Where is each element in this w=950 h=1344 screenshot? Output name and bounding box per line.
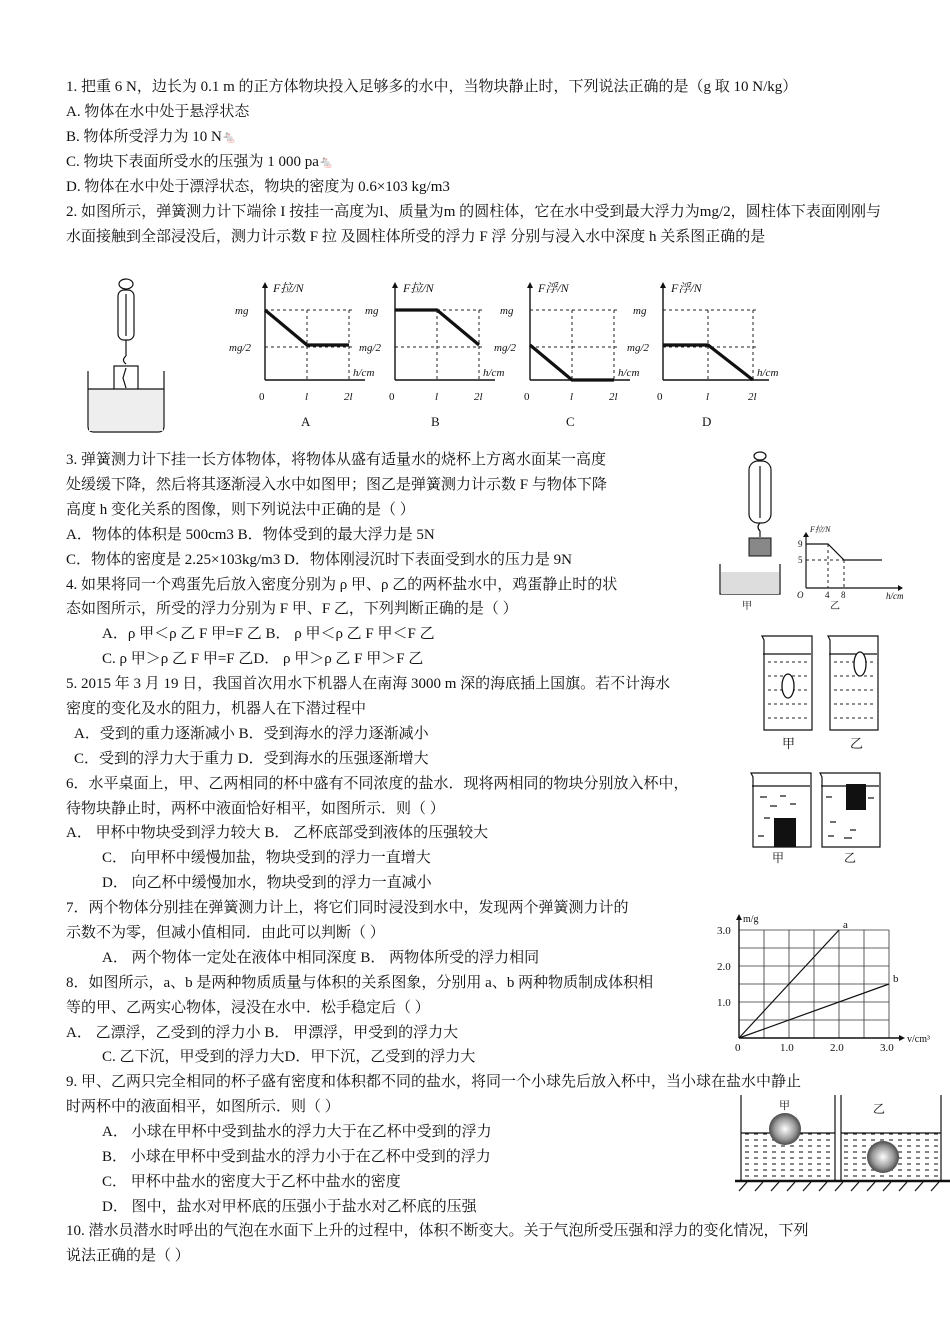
tick-mg: mg bbox=[365, 305, 379, 317]
q5-options-cd: C．受到的浮力大于重力 D．受到海水的压强逐渐增大 bbox=[74, 750, 429, 767]
x-axis-label: h/cm bbox=[618, 367, 640, 379]
tick-mg: mg bbox=[235, 305, 249, 317]
q7-stem-line: 7．两个物体分别挂在弹簧测力计上，将它们同时浸没到水中，发现两个弹簧测力计的 bbox=[66, 900, 629, 916]
q6-option-c: C． 向甲杯中缓慢加盐，物块受到的浮力一直增大 bbox=[102, 850, 431, 867]
tick-label: 8 bbox=[841, 590, 846, 600]
q4-options-cd: C. ρ 甲＞ρ 乙 F 甲=F 乙D． ρ 甲＞ρ 乙 F 甲＞F 乙 bbox=[102, 651, 424, 668]
graph-curve bbox=[395, 310, 479, 345]
q3-figure bbox=[712, 448, 950, 613]
tick-mg2: mg/2 bbox=[229, 342, 251, 354]
q8-stem-line: 等的甲、乙两实心物体，浸没在水中．松手稳定后（ ） bbox=[66, 999, 430, 1016]
q10-stem-line: 说法正确的是（ ） bbox=[66, 1248, 190, 1265]
x-axis-label: h/cm bbox=[353, 367, 375, 379]
q6-stem-line: 6．水平桌面上，甲、乙两相同的杯中盛有不同浓度的盐水．现将两相同的物块分别放入杯中， bbox=[66, 775, 689, 792]
q9-option-a: A． 小球在甲杯中受到盐水的浮力大于在乙杯中受到的浮力 bbox=[102, 1123, 492, 1140]
q6-option-d: D． 向乙杯中缓慢加水，物块受到的浮力一直减小 bbox=[102, 875, 432, 892]
q4-options-ab: A．ρ 甲＜ρ 乙 F 甲=F 乙 B． ρ 甲＜ρ 乙 F 甲＜F 乙 bbox=[102, 626, 435, 643]
q1-option-a: A. 物体在水中处于悬浮状态 bbox=[66, 103, 250, 120]
x-axis-arrow bbox=[899, 1035, 905, 1041]
q5-stem-line: 密度的变化及水的阻力，机器人在下潜过程中 bbox=[66, 700, 367, 717]
graph-D bbox=[627, 281, 778, 429]
q1-stem: 1. 把重 6 N，边长为 0.1 m 的正方体物块投入足够多的水中，当物块静止时，下列说法正确的是（g 取 10 N/kg） bbox=[66, 79, 798, 95]
tick-l: l bbox=[305, 391, 309, 403]
q10-stem-line: 10. 潜水员潜水时呼出的气泡在水面下上升的过程中，体积不断变大。关于气泡所受压强和浮力的变化情况，下列 bbox=[66, 1223, 809, 1240]
caption-yi: 乙 bbox=[850, 736, 864, 751]
axis-label: F拉/N bbox=[810, 525, 831, 534]
tick-l: l bbox=[570, 391, 574, 403]
graph-B bbox=[359, 281, 504, 429]
q8-stem-line: 8．如图所示，a、b 是两种物质质量与体积的关系图象，分别用 a、b 两种物质制成体积相 bbox=[66, 974, 654, 991]
q3-stem-line: 处缓缓下降，然后将其逐渐浸入水中如图甲；图乙是弹簧测力计示数 F 与物体下降 bbox=[66, 476, 607, 493]
graph-letter: D bbox=[702, 414, 712, 429]
tick-label: O bbox=[797, 590, 804, 600]
series-label-a: a bbox=[843, 919, 848, 931]
q5-stem-line: 5. 2015 年 3 月 19 日，我国首次用水下机器人在南海 3000 m 深的海底插上国旗。若不计海水 bbox=[66, 676, 671, 692]
q4-egg-beakers-figure bbox=[760, 634, 890, 754]
y-axis-arrow bbox=[736, 914, 742, 920]
graph-letter: B bbox=[431, 414, 440, 429]
q9-ball-cups-figure bbox=[735, 1095, 950, 1195]
q9-stem-line: 9. 甲、乙两只完全相同的杯子盛有密度和体积都不同的盐水，将同一个小球先后放入杯中，当小球在盐水中静止 bbox=[66, 1074, 802, 1090]
tick-label: 5 bbox=[798, 555, 803, 565]
tick-0: 0 bbox=[259, 391, 265, 403]
q2-spring-scale-figure bbox=[80, 276, 160, 436]
question-3 bbox=[66, 448, 716, 672]
y-axis-arrow bbox=[527, 282, 533, 288]
q7-options-ab: A． 两个物体一定处在液体中相同深度 B． 两物体所受的浮力相同 bbox=[102, 949, 540, 966]
x-axis-label: v/cm³ bbox=[907, 1034, 930, 1045]
q4-stem-line: 态如图所示，所受的浮力分别为 F 甲、F 乙，下列判断正确的是（ ） bbox=[66, 601, 518, 618]
x-axis-label: h/cm bbox=[483, 367, 505, 379]
y-axis-label: F浮/N bbox=[671, 281, 702, 295]
y-tick-label: 2.0 bbox=[717, 961, 731, 973]
tick-2l: 2l bbox=[609, 391, 618, 403]
q4-stem-line: 4. 如果将同一个鸡蛋先后放入密度分别为 ρ 甲、ρ 乙的两杯盐水中，鸡蛋静止时的状 bbox=[66, 576, 618, 593]
q7-stem-line: 示数不为零，但减小值相同．由此可以判断（ ） bbox=[66, 924, 385, 941]
q8-options-ab: A． 乙漂浮，乙受到的浮力小 B． 甲漂浮，甲受到的浮力大 bbox=[66, 1024, 459, 1041]
x-tick-label: 1.0 bbox=[780, 1042, 794, 1054]
graph-curve bbox=[265, 310, 349, 345]
question-5 bbox=[66, 672, 756, 896]
q1-option-d: D. 物体在水中处于漂浮状态，物块的密度为 0.6×103 kg/m3 bbox=[66, 178, 450, 195]
graph-curve bbox=[663, 345, 753, 380]
y-axis-arrow bbox=[660, 282, 666, 288]
y-tick-label: 1.0 bbox=[717, 997, 731, 1009]
graph-letter: C bbox=[566, 414, 575, 429]
tick-2l: 2l bbox=[344, 391, 353, 403]
q5-options-ab: A．受到的重力逐渐减小 B．受到海水的浮力逐渐减小 bbox=[74, 725, 429, 742]
graph-curve bbox=[530, 345, 614, 380]
mouse-icon: 🐁 bbox=[318, 154, 334, 169]
tick-0: 0 bbox=[524, 391, 530, 403]
question-7 bbox=[66, 896, 716, 1070]
x-tick-label: 2.0 bbox=[830, 1042, 844, 1054]
q3-options-cd: C．物体的密度是 2.25×103kg/m3 D．物体刚浸沉时下表面受到水的压力是 9N bbox=[66, 551, 572, 568]
q1-option-c: C. 物块下表面所受水的压强为 1 000 pa🐁 bbox=[66, 153, 334, 170]
graph-C bbox=[494, 281, 639, 429]
tick-label: 4 bbox=[825, 590, 830, 600]
y-axis-label: F拉/N bbox=[273, 281, 304, 295]
tick-mg: mg bbox=[633, 305, 647, 317]
question-2 bbox=[66, 200, 881, 250]
x-tick-label: 3.0 bbox=[880, 1042, 894, 1054]
caption-jia: 甲 bbox=[742, 601, 752, 612]
tick-0: 0 bbox=[389, 391, 395, 403]
q8-mass-volume-chart bbox=[700, 900, 950, 1060]
caption-jia: 甲 bbox=[772, 851, 785, 865]
q6-options-ab: A． 甲杯中物块受到浮力较大 B． 乙杯底部受到液体的压强较大 bbox=[66, 825, 489, 842]
tick-label: 9 bbox=[798, 539, 803, 549]
tick-2l: 2l bbox=[474, 391, 483, 403]
y-axis-label: F浮/N bbox=[538, 281, 569, 295]
q3-stem-line: 高度 h 变化关系的图像，则下列说法中正确的是（ ） bbox=[66, 501, 415, 518]
q9-stem-line: 时两杯中的液面相平，如图所示．则（ ） bbox=[66, 1098, 340, 1115]
q3-options-ab: A．物体的体积是 500cm3 B．物体受到的最大浮力是 5N bbox=[66, 526, 435, 543]
q9-option-b: B． 小球在甲杯中受到盐水的浮力小于在乙杯中受到的浮力 bbox=[102, 1148, 491, 1165]
x-axis-label: h/cm bbox=[757, 367, 779, 379]
tick-mg: mg bbox=[500, 305, 514, 317]
y-tick-label: 3.0 bbox=[717, 925, 731, 937]
q6-stem-line: 待物块静止时，两杯中液面恰好相平，如图所示．则（ ） bbox=[66, 800, 445, 817]
graph-letter: A bbox=[301, 414, 311, 429]
y-axis-label: F拉/N bbox=[403, 281, 434, 295]
tick-2l: 2l bbox=[748, 391, 757, 403]
q3-stem-line: 3. 弹簧测力计下挂一长方体物体，将物体从盛有适量水的烧杯上方离水面某一高度 bbox=[66, 452, 607, 468]
q2-graphs-figure bbox=[225, 278, 805, 438]
y-axis-arrow bbox=[262, 282, 268, 288]
series-label-b: b bbox=[893, 973, 899, 985]
tick-0: 0 bbox=[657, 391, 663, 403]
tick-mg2: mg/2 bbox=[359, 342, 381, 354]
caption-yi: 乙 bbox=[830, 601, 840, 612]
mouse-icon: 🐁 bbox=[221, 129, 237, 144]
q8-options-cd: C. 乙下沉，甲受到的浮力大D．甲下沉，乙受到的浮力大 bbox=[102, 1049, 476, 1066]
y-axis-arrow bbox=[392, 282, 398, 288]
caption-jia: 甲 bbox=[779, 1100, 790, 1112]
q9-option-d: D． 图中，盐水对甲杯底的压强小于盐水对乙杯底的压强 bbox=[102, 1198, 477, 1215]
tick-l: l bbox=[706, 391, 710, 403]
question-1 bbox=[66, 75, 886, 200]
y-axis-label: m/g bbox=[743, 914, 759, 925]
caption-yi: 乙 bbox=[873, 1102, 886, 1116]
caption-yi: 乙 bbox=[844, 851, 857, 865]
graph-A bbox=[229, 281, 374, 429]
caption-jia: 甲 bbox=[782, 736, 796, 751]
q2-stem: 2. 如图所示，弹簧测力计下端徐 I 按挂一高度为l、质量为m 的圆柱体，它在水中受到最大浮力为mg/2，圆柱体下表面刚刚与水面接触到全部浸没后，测力计示数 F 拉 及圆柱体所受的浮力 F 浮 分别与浸入水中深度 h 关系图正确的是 bbox=[66, 204, 881, 245]
tick-mg2: mg/2 bbox=[627, 342, 649, 354]
q9-option-c: C． 甲杯中盐水的密度大于乙杯中盐水的密度 bbox=[102, 1173, 401, 1190]
tick-l: l bbox=[435, 391, 439, 403]
q6-block-beakers-figure bbox=[750, 772, 885, 867]
tick-mg2: mg/2 bbox=[494, 342, 516, 354]
x-tick-label: 0 bbox=[735, 1042, 741, 1054]
axis-label: h/cm bbox=[886, 591, 904, 601]
q1-option-b: B. 物体所受浮力为 10 N🐁 bbox=[66, 128, 237, 145]
